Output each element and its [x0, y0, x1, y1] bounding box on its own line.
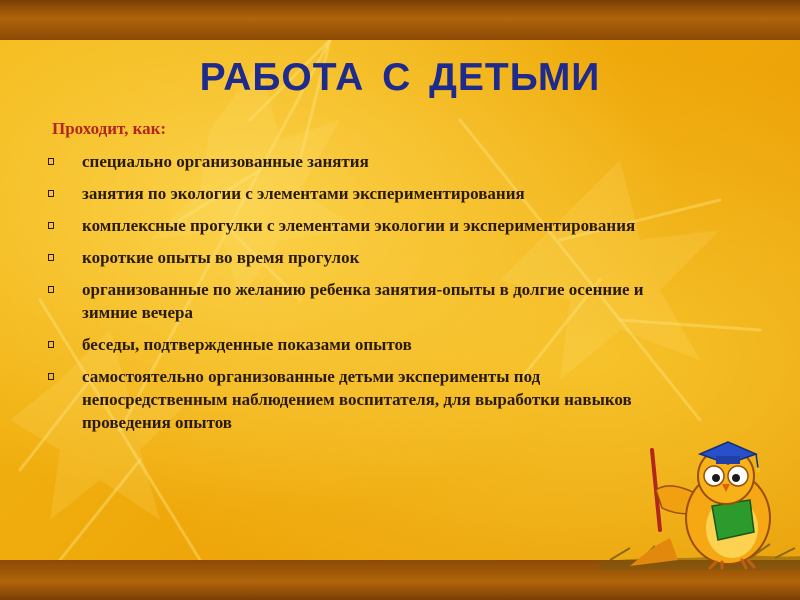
list-item-text: самостоятельно организованные детьми эксперименты под непосредственным наблюдением воспитателя, для выработки навыков проведения опытов [82, 367, 632, 432]
owl-teacher-icon [600, 420, 800, 570]
list-item-text: комплексные прогулки с элементами экологии и экспериментирования [82, 216, 636, 235]
list-item-text: организованные по желанию ребенка занятия-опыты в долгие осенние и зимние вечера [82, 280, 644, 322]
list-item [46, 333, 686, 356]
square-bullet-icon [48, 190, 54, 197]
top-border-bar [0, 0, 800, 40]
square-bullet-icon [48, 373, 54, 380]
intro-text: Проходит, как: [52, 119, 167, 138]
square-bullet-icon [48, 158, 54, 165]
list-item-text: специально организованные занятия [82, 152, 369, 171]
square-bullet-icon [48, 286, 54, 293]
list-item [46, 182, 686, 205]
slide-title: РАБОТА С ДЕТЬМИ [199, 56, 601, 99]
list-item [46, 246, 686, 269]
square-bullet-icon [48, 341, 54, 348]
list-item [46, 365, 686, 434]
list-item [46, 278, 686, 324]
list-item [46, 214, 686, 237]
list-item-text: занятия по экологии с элементами экспериментирования [82, 184, 525, 203]
list-item [46, 150, 686, 173]
square-bullet-icon [48, 254, 54, 261]
square-bullet-icon [48, 222, 54, 229]
list-item-text: короткие опыты во время прогулок [82, 248, 360, 267]
activity-list [46, 150, 686, 443]
list-item-text: беседы, подтвержденные показами опытов [82, 335, 412, 354]
